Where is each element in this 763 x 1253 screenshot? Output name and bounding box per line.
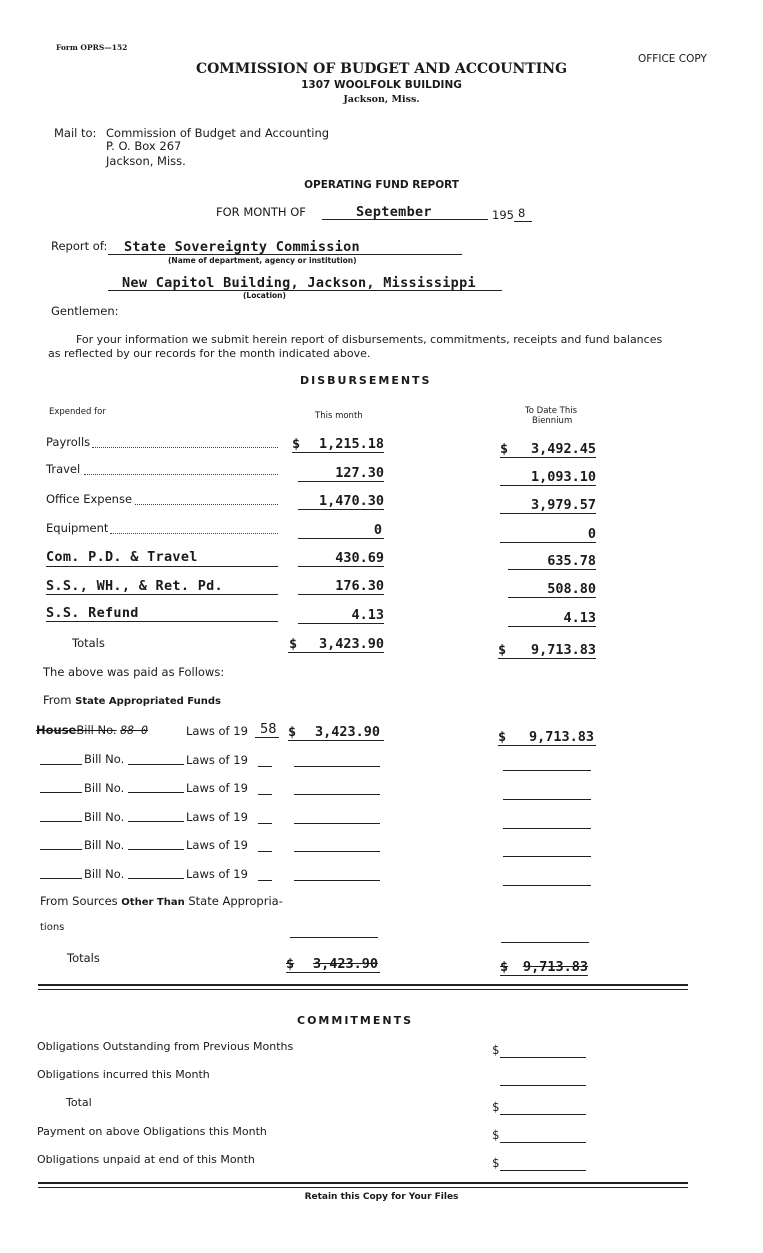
row-todate-equipment: 0 [587, 526, 596, 542]
mail-to-line2: P. O. Box 267 [106, 139, 182, 153]
blank-line [290, 937, 378, 938]
month-value: September [356, 204, 432, 220]
blank-line [501, 942, 589, 943]
bill-number: 88 0 [120, 723, 148, 737]
bill-row-house [36, 723, 148, 737]
agency-city: Jackson, Miss. [343, 94, 420, 105]
paid-total-todate: 9,713.83 [522, 959, 588, 975]
department-caption: (Name of department, agency or institution) [168, 256, 357, 265]
blank-line [40, 849, 82, 850]
row-line [298, 481, 384, 482]
commitment-line [500, 1085, 586, 1086]
dollar-sign: $ [289, 636, 298, 652]
dollar-sign: $ [492, 1100, 500, 1114]
commitment-payment: Payment on above Obligations this Month [37, 1125, 267, 1138]
other-prefix: From Sources [40, 894, 118, 908]
month-label: FOR MONTH OF [216, 205, 306, 219]
row-line [500, 513, 596, 514]
row-month-travel: 127.30 [335, 465, 384, 481]
total-line [288, 652, 384, 653]
dollar-sign: $ [500, 441, 509, 457]
commitment-line [500, 1170, 586, 1171]
blank-line [503, 770, 591, 771]
col-expended-for: Expended for [49, 407, 106, 417]
laws-label: Laws of 19 [186, 724, 248, 738]
laws-year-line [255, 737, 279, 738]
laws-year: 58 [260, 722, 277, 737]
row-month-office-expense: 1,470.30 [318, 493, 384, 509]
mail-to-label: Mail to: [54, 126, 97, 140]
row-todate-ss-refund: 4.13 [563, 610, 596, 626]
report-title: OPERATING FUND REPORT [304, 179, 459, 191]
commitment-incurred: Obligations incurred this Month [37, 1068, 210, 1081]
blank-line [258, 823, 272, 824]
row-label-ss-wh-ret: S.S., WH., & Ret. Pd. [46, 578, 223, 594]
year-line [514, 221, 532, 222]
paid-totals-label: Totals [67, 951, 100, 965]
bill-month: 3,423.90 [314, 724, 380, 740]
blank-line [128, 792, 184, 793]
row-month-equipment: 0 [373, 522, 382, 538]
blank-line [40, 764, 82, 765]
total-line [500, 975, 588, 976]
paid-from-prefix: From [43, 693, 72, 707]
department-value: State Sovereignty Commission [124, 239, 360, 255]
disbursements-totals-label: Totals [72, 636, 105, 650]
bill-todate: 9,713.83 [528, 729, 594, 745]
row-line [500, 457, 596, 458]
other-line2: tions [40, 922, 65, 933]
blank-line [40, 878, 82, 879]
row-month-ss-refund: 4.13 [351, 607, 384, 623]
blank-line [503, 799, 591, 800]
dollar-sign: $ [500, 959, 509, 975]
intro-line1: For your information we submit herein report of disbursements, commitments, receipts and fund balances [76, 333, 663, 346]
commitment-total: Total [66, 1096, 92, 1109]
dollar-sign: $ [492, 1128, 500, 1142]
bill-label: Bill No. [84, 867, 125, 881]
col-to-date-1: To Date This [525, 406, 578, 416]
house-label: House [36, 723, 77, 737]
laws-label: Laws of 19 [186, 867, 248, 881]
row-line [508, 597, 596, 598]
row-todate-ss-wh-ret: 508.80 [547, 581, 596, 597]
blank-line [128, 878, 184, 879]
laws-label: Laws of 19 [186, 838, 248, 852]
mail-to-line3: Jackson, Miss. [106, 154, 186, 168]
row-label-equipment: Equipment [46, 521, 109, 535]
bill-label: Bill No. [84, 838, 125, 852]
row-leader [84, 474, 278, 475]
other-sources [40, 894, 283, 908]
row-line [298, 538, 384, 539]
blank-line [503, 828, 591, 829]
blank-line [294, 794, 380, 795]
blank-line [294, 880, 380, 881]
other-bold: Other Than [121, 897, 185, 908]
commitment-outstanding: Obligations Outstanding from Previous Months [37, 1040, 294, 1053]
blank-line [128, 849, 184, 850]
disbursements-total-month: 3,423.90 [318, 636, 384, 652]
location-value: New Capitol Building, Jackson, Mississippi [122, 275, 476, 291]
bill-line [498, 745, 596, 746]
bill-label: Bill No. [84, 781, 125, 795]
other-suffix: State Appropria- [188, 894, 283, 908]
total-line [498, 658, 596, 659]
paid-from-state [43, 693, 221, 707]
blank-line [258, 794, 272, 795]
row-line [500, 542, 596, 543]
location-caption: (Location) [243, 291, 286, 300]
year-prefix: 195 [492, 208, 514, 222]
total-line [286, 972, 380, 973]
report-of-label: Report of: [51, 239, 108, 253]
row-label-travel: Travel [46, 462, 81, 476]
agency-title: COMMISSION OF BUDGET AND ACCOUNTING [195, 61, 568, 77]
dollar-sign: $ [492, 1156, 500, 1170]
row-line [298, 623, 384, 624]
paid-total-month: 3,423.90 [312, 956, 378, 972]
row-leader [92, 447, 278, 448]
section-rule [38, 984, 688, 990]
row-line [298, 594, 384, 595]
paid-from-bold: State Appropriated Funds [75, 696, 221, 707]
blank-line [503, 885, 591, 886]
row-line [508, 569, 596, 570]
row-line [46, 621, 278, 622]
col-to-date-2: Biennium [532, 416, 573, 426]
agency-building: 1307 WOOLFOLK BUILDING [301, 79, 462, 91]
laws-label: Laws of 19 [186, 781, 248, 795]
row-month-com-pd-travel: 430.69 [335, 550, 384, 566]
row-line [500, 485, 596, 486]
dollar-sign: $ [492, 1043, 500, 1057]
dollar-sign: $ [288, 724, 297, 740]
section-rule [38, 1182, 688, 1188]
mail-to-line1: Commission of Budget and Accounting [106, 126, 330, 140]
row-label-ss-refund: S.S. Refund [46, 605, 139, 621]
blank-line [294, 823, 380, 824]
bill-label: Bill No. [84, 752, 125, 766]
row-label-com-pd-travel: Com. P.D. & Travel [46, 549, 198, 565]
form-number: Form OPRS—152 [56, 43, 128, 52]
commitments-heading: COMMITMENTS [297, 1014, 414, 1027]
row-month-payrolls: 1,215.18 [318, 436, 384, 452]
blank-line [258, 880, 272, 881]
row-label-payrolls: Payrolls [46, 435, 91, 449]
salutation: Gentlemen: [51, 304, 119, 318]
blank-line [294, 766, 380, 767]
commitment-line [500, 1142, 586, 1143]
blank-line [40, 792, 82, 793]
commitment-line [500, 1057, 586, 1058]
blank-line [258, 766, 272, 767]
blank-line [258, 851, 272, 852]
dollar-sign: $ [292, 436, 301, 452]
row-line [46, 566, 278, 567]
dollar-sign: $ [498, 642, 507, 658]
row-line [292, 452, 384, 453]
commitment-line [500, 1114, 586, 1115]
bill-label: Bill No. [84, 810, 125, 824]
row-todate-com-pd-travel: 635.78 [547, 553, 596, 569]
laws-label: Laws of 19 [186, 810, 248, 824]
retain-copy-note: Retain this Copy for Your Files [304, 1192, 459, 1202]
blank-line [294, 851, 380, 852]
commitment-unpaid: Obligations unpaid at end of this Month [37, 1153, 255, 1166]
row-todate-payrolls: 3,492.45 [530, 441, 596, 457]
bill-line [288, 740, 384, 741]
dollar-sign: $ [286, 956, 295, 972]
year-value: 8 [518, 206, 526, 220]
row-todate-travel: 1,093.10 [530, 469, 596, 485]
blank-line [40, 821, 82, 822]
dollar-sign: $ [498, 729, 507, 745]
row-leader [110, 533, 278, 534]
blank-line [128, 821, 184, 822]
copy-label: OFFICE COPY [638, 53, 707, 65]
row-line [508, 626, 596, 627]
laws-label: Laws of 19 [186, 753, 248, 767]
col-this-month: This month [315, 411, 363, 421]
blank-line [503, 856, 591, 857]
row-label-office-expense: Office Expense [46, 492, 133, 506]
row-line [298, 509, 384, 510]
row-todate-office-expense: 3,979.57 [530, 497, 596, 513]
row-leader [135, 504, 278, 505]
paid-intro: The above was paid as Follows: [43, 665, 225, 679]
bill-label: Bill No. [76, 723, 117, 737]
disbursements-heading: DISBURSEMENTS [300, 374, 432, 387]
row-line [298, 566, 384, 567]
blank-line [128, 764, 184, 765]
intro-line2: as reflected by our records for the month indicated above. [48, 347, 371, 360]
row-month-ss-wh-ret: 176.30 [335, 578, 384, 594]
row-line [46, 594, 278, 595]
disbursements-total-todate: 9,713.83 [530, 642, 596, 658]
